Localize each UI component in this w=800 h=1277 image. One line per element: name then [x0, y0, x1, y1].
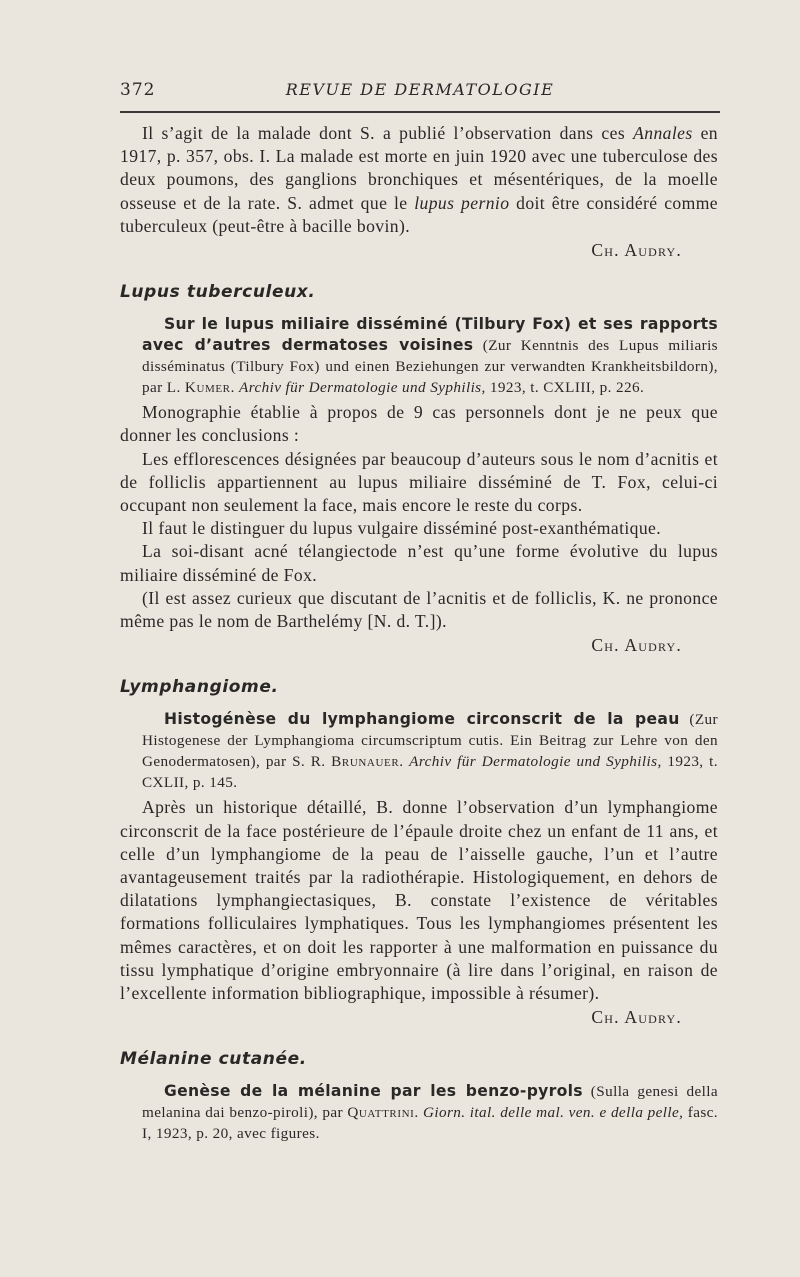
journal-name: Giorn. ital. delle mal. ven. e della pelle, [422, 1104, 684, 1122]
journal-name: Archiv für Dermatologie und Syphilis, [409, 753, 662, 771]
paragraph: La soi-disant acné télangiectode n’est qu’une forme évolutive du lupus miliaire disséminé de Fox. [120, 541, 718, 585]
paragraph: Monographie établie à propos de 9 cas personnels dont je ne peux que donner les conclusions : [120, 402, 718, 446]
running-title: REVUE DE DERMATOLOGIE [285, 80, 555, 99]
article-reference: Sur le lupus miliaire disséminé (Tilbury Fox) et ses rapports avec d’autres dermatoses voisines (Zur Kenntnis des Lupus miliaris disséminatus (Tilbury Fox) und einen Beziehungen zur verwandten Krankheitsbildorn), par L. Kumer. Archiv für Dermatologie und Syphilis, 1923, t. CXLIII, p. 226. [142, 315, 718, 397]
article-title: Sur le lupus miliaire disséminé (Tilbury Fox) et ses rapports avec d’autres dermatoses voisines [142, 315, 718, 355]
section-heading-melanine-cutanee: Mélanine cutanée. [120, 1049, 307, 1070]
page-number: 372 [120, 80, 156, 100]
header-rule [120, 111, 720, 113]
article-reference: Genèse de la mélanine par les benzo-pyrols (Sulla genesi della melanina dai benzo-piroli), par Quattrini. Giorn. ital. delle mal. ven. e della pelle, fasc. I, 1923, p. 20, avec figures. [142, 1082, 718, 1143]
body-text [120, 122, 718, 1144]
article-reference: Histogénèse du lymphangiome circonscrit de la peau (Zur Histogenese der Lymphangioma circumscriptum cutis. Ein Beitrag zur Lehre von den Genodermatosen), par S. R. Brunauer. Archiv für Dermatologie und Syphilis, 1923, t. CXLII, p. 145. [142, 710, 718, 792]
paragraph: Il faut le distinguer du lupus vulgaire disséminé post-exanthématique. [142, 518, 662, 539]
section-heading-lupus-tuberculeux: Lupus tuberculeux. [120, 282, 316, 303]
article-title: Genèse de la mélanine par les benzo-pyrols [164, 1082, 583, 1101]
intro-paragraph: Il s’agit de la malade dont S. a publié l’observation dans ces Annales en 1917, p. 357, obs. I. La malade est morte en juin 1920 avec une tuberculose des deux poumons, des ganglions bronchiques et mésentériques, de la moelle osseuse et de la rate. S. admet que le lupus pernio doit être considéré comme tuberculeux (peut-être à bacille bovin). [120, 123, 718, 236]
article-title: Histogénèse du lymphangiome circonscrit de la peau [164, 710, 680, 729]
paragraph: (Il est assez curieux que discutant de l’acnitis et de folliclis, K. ne prononce même pas le nom de Barthelémy [N. d. T.]). [120, 587, 718, 632]
signature: Ch. Audry. [591, 240, 682, 261]
author-name: Brunauer [331, 753, 400, 771]
journal-name: Annales [633, 123, 693, 143]
term-lupus-pernio: lupus pernio [414, 192, 510, 213]
author-name: Kumer [184, 379, 231, 397]
page-header [120, 80, 720, 106]
section-heading-lymphangiome: Lymphangiome. [120, 677, 279, 698]
signature: Ch. Audry. [591, 1007, 682, 1028]
author-name: Quattrini [347, 1104, 415, 1122]
paragraph: Les efflorescences désignées par beaucoup d’auteurs sous le nom d’acnitis et de folliclis appartiennent au lupus miliaire disséminé de T. Fox, celui-ci occupant non seulement la face, mais encore le reste du corps. [120, 448, 718, 516]
paragraph: Après un historique détaillé, B. donne l’observation d’un lymphangiome circonscrit de la face postérieure de l’épaule droite chez un enfant de 11 ans, et celle d’un lymphangiome de la peau de l’aisselle gauche, l’un et l’autre avantageusement traités par la radiothérapie. Histologiquement, en dehors de dilatations lymphangiectasiques, B. constate l’existence de véritables formations folliculaires lymphatiques. Tous les lymphangiomes présentent les mêmes caractères, et on doit les rapporter à une malformation en puissance du tissu lymphatique d’origine embryonnaire (à lire dans l’original, en raison de l’excellente information bibliographique, impossible à résumer). [120, 797, 718, 1004]
signature: Ch. Audry. [591, 635, 682, 656]
journal-name: Archiv für Dermatologie und Syphilis, [239, 379, 486, 397]
